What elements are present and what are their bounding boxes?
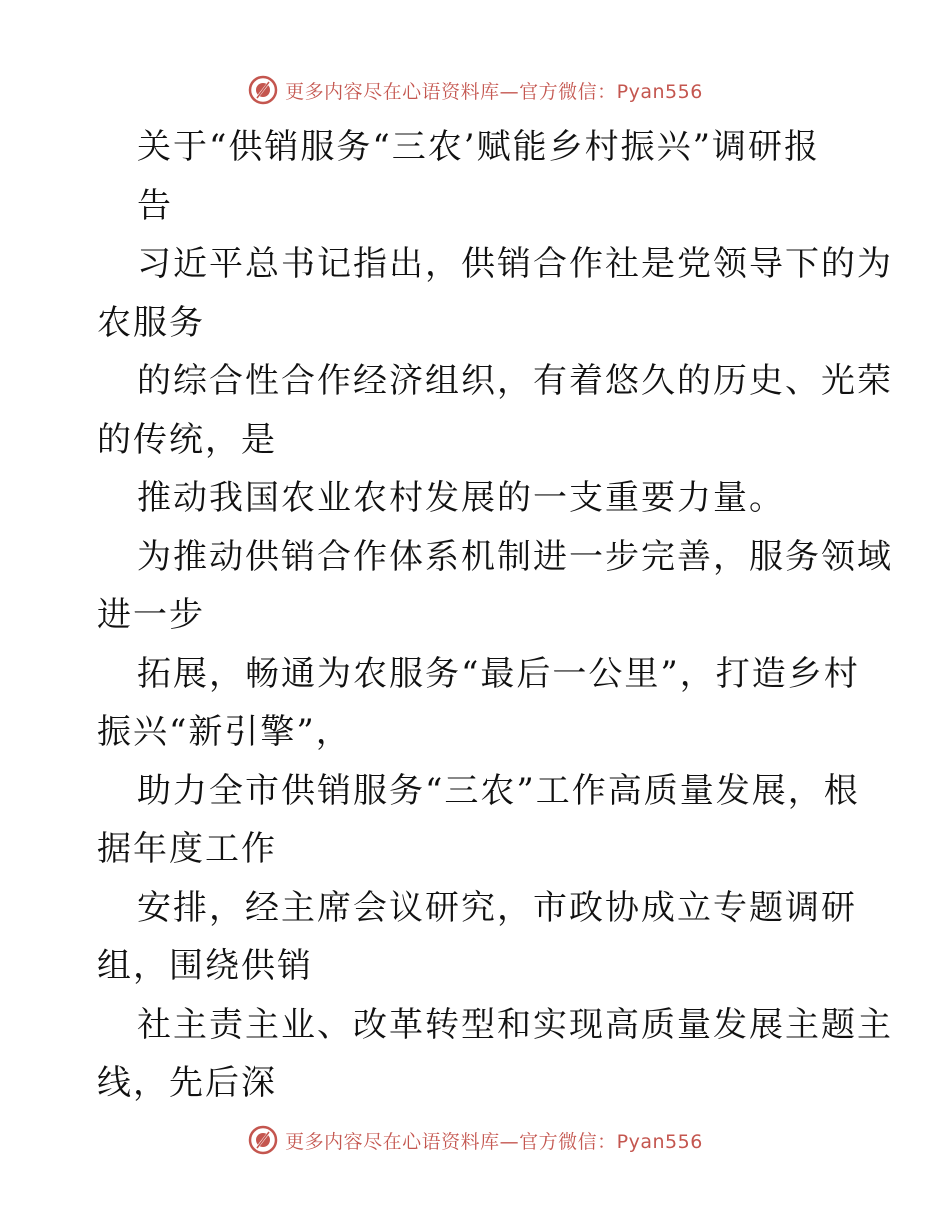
red-stamp-logo-icon <box>247 74 279 106</box>
header-banner <box>0 70 950 110</box>
text-line: 关于“供销服务“三农’赋能乡村振兴”调研报 <box>137 127 820 167</box>
text-line: 拓展，畅通为农服务“最后一公里”，打造乡村 <box>137 653 860 694</box>
text-line: 习近平总书记指出，供销合作社是党领导下的为 <box>137 244 893 284</box>
text-line: 线，先后深 <box>97 1063 277 1103</box>
red-stamp-logo-icon <box>247 1124 279 1156</box>
footer-banner-text: 更多内容尽在心语资料库—官方微信：Pyan556 <box>285 1130 703 1153</box>
text-line: 助力全市供销服务“三农”工作高质量发展，根 <box>137 770 860 811</box>
footer-banner <box>0 1120 950 1160</box>
text-line: 据年度工作 <box>97 829 277 869</box>
header-banner-text: 更多内容尽在心语资料库—官方微信：Pyan556 <box>285 80 703 103</box>
text-line: 推动我国农业农村发展的一支重要力量。 <box>137 478 785 518</box>
text-line: 安排，经主席会议研究，市政协成立专题调研 <box>137 887 857 928</box>
text-line: 进一步 <box>97 595 205 635</box>
text-line: 的综合性合作经济组织，有着悠久的历史、光荣 <box>137 361 893 401</box>
text-line: 告 <box>137 185 173 226</box>
text-line: 农服务 <box>97 302 205 343</box>
text-line: 为推动供销合作体系机制进一步完善，服务领域 <box>137 536 893 577</box>
document-body <box>97 118 893 1113</box>
text-line: 社主责主业、改革转型和实现高质量发展主题主 <box>137 1004 893 1045</box>
text-line: 的传统，是 <box>97 419 277 460</box>
text-line: 组，围绕供销 <box>97 946 313 986</box>
text-line: 振兴“新引擎”， <box>97 712 352 752</box>
